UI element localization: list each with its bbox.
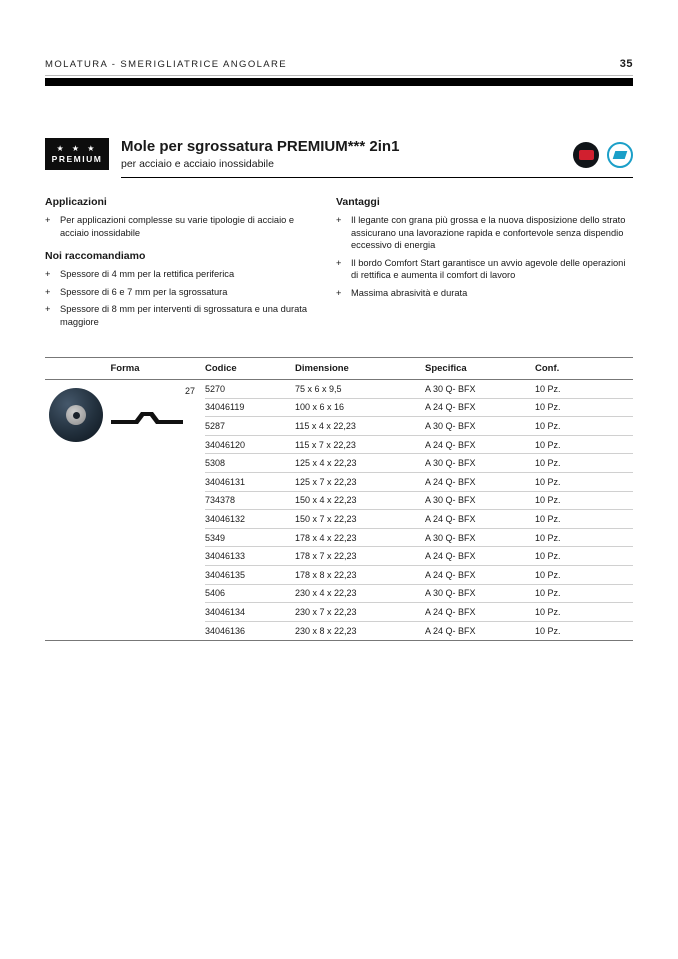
title-row — [121, 138, 633, 178]
disc-profile-drawing — [111, 408, 183, 428]
raccomandiamo-list — [45, 268, 320, 328]
inox-steel-icon — [607, 142, 633, 168]
bullet-marker: + — [45, 269, 51, 279]
cell-codice: 5270 — [205, 383, 226, 394]
bullet-text: Il bordo Comfort Start garantisce un avvio agevole delle operazioni di rettifica e aumenta il comfort di lavoro — [351, 257, 626, 280]
col-header-forma: Forma — [110, 363, 140, 374]
section-title-vantaggi: Vantaggi — [336, 196, 380, 208]
cell-specifica: A 30 Q- BFX — [425, 458, 476, 469]
right-column — [336, 196, 633, 333]
cell-specifica: A 30 Q- BFX — [425, 420, 476, 431]
bullet-text: Il legante con grana più grossa e la nuova disposizione dello strato assicurano una lavorazione rapida e confortevole senza dispendio eccessivo di energia — [351, 215, 626, 250]
bullet-marker: + — [336, 287, 342, 298]
col-header-dimensione: Dimensione — [295, 363, 349, 374]
cell-conf: 10 Pz. — [535, 513, 561, 524]
cell-conf: 10 Pz. — [535, 551, 561, 562]
breadcrumb: MOLATURA - SMERIGLIATRICE ANGOLARE — [45, 59, 288, 70]
table-header-row — [45, 357, 633, 380]
cell-conf: 10 Pz. — [535, 532, 561, 543]
cell-specifica: A 24 Q- BFX — [425, 513, 476, 524]
cell-dimensione: 178 x 4 x 22,23 — [295, 532, 357, 543]
table-row — [205, 547, 633, 566]
bullet-item — [45, 286, 320, 299]
header-icons — [573, 140, 633, 170]
table-row — [205, 566, 633, 585]
cell-codice: 5287 — [205, 420, 226, 431]
product-subtitle: per acciaio e acciaio inossidabile — [121, 158, 274, 170]
cell-dimensione: 150 x 7 x 22,23 — [295, 513, 357, 524]
cell-conf: 10 Pz. — [535, 420, 561, 431]
cell-conf: 10 Pz. — [535, 476, 561, 487]
cell-codice: 34046131 — [205, 476, 246, 487]
cell-dimensione: 230 x 8 x 22,23 — [295, 626, 357, 637]
cell-dimensione: 178 x 7 x 22,23 — [295, 551, 357, 562]
cell-conf: 10 Pz. — [535, 626, 561, 637]
table-row — [205, 417, 633, 436]
bullet-marker: + — [336, 215, 342, 225]
brand-logo-icon — [573, 142, 599, 168]
header-rule — [45, 75, 633, 76]
cell-conf: 10 Pz. — [535, 606, 561, 617]
product-header — [45, 138, 633, 178]
bullet-item — [336, 214, 633, 252]
forma-column — [45, 380, 205, 640]
table-body — [45, 380, 633, 641]
left-column — [45, 196, 320, 333]
cell-dimensione: 230 x 4 x 22,23 — [295, 588, 357, 599]
col-header-codice: Codice — [205, 363, 237, 374]
grinding-disc-photo — [49, 388, 103, 442]
inox-steel-glyph — [613, 151, 628, 159]
table-row — [205, 622, 633, 641]
cell-specifica: A 30 Q- BFX — [425, 588, 476, 599]
cell-codice: 34046132 — [205, 513, 246, 524]
cell-specifica: A 24 Q- BFX — [425, 551, 476, 562]
cell-codice: 734378 — [205, 495, 236, 506]
product-title: Mole per sgrossatura PREMIUM*** 2in1 — [121, 138, 400, 155]
cell-conf: 10 Pz. — [535, 588, 561, 599]
cell-specifica: A 30 Q- BFX — [425, 495, 476, 506]
section-title-raccomandiamo: Noi raccomandiamo — [45, 250, 146, 262]
bullet-item — [45, 268, 320, 281]
header-black-bar — [45, 78, 633, 86]
bullet-item — [45, 214, 320, 239]
table-row — [205, 492, 633, 511]
cell-conf: 10 Pz. — [535, 439, 561, 450]
cell-conf: 10 Pz. — [535, 402, 561, 413]
cell-codice: 34046119 — [205, 402, 245, 413]
cell-codice: 34046134 — [205, 606, 246, 617]
disc-hole — [73, 412, 80, 419]
bullet-item — [336, 257, 633, 282]
cell-dimensione: 125 x 7 x 22,23 — [295, 476, 357, 487]
page-header — [45, 0, 633, 70]
table-row — [205, 510, 633, 529]
text-sections — [45, 196, 633, 333]
bullet-item — [45, 303, 320, 328]
bullet-marker: + — [45, 304, 51, 314]
bullet-item — [336, 287, 633, 300]
page-number: 35 — [619, 58, 633, 70]
table-row — [205, 529, 633, 548]
cell-codice: 5406 — [205, 588, 226, 599]
cell-dimensione: 178 x 8 x 22,23 — [295, 569, 357, 580]
bullet-text: Spessore di 6 e 7 mm per la sgrossatura — [60, 286, 228, 297]
bullet-text: Massima abrasività e durata — [351, 287, 468, 298]
cell-dimensione: 150 x 4 x 22,23 — [295, 495, 357, 506]
cell-codice: 34046135 — [205, 569, 246, 580]
table-row — [205, 585, 633, 604]
bullet-text: Spessore di 4 mm per la rettifica periferica — [60, 269, 235, 279]
cell-codice: 34046133 — [205, 551, 246, 562]
table-row — [205, 380, 633, 399]
bullet-text: Per applicazioni complesse su varie tipologie di acciaio e acciaio inossidabile — [60, 215, 295, 238]
premium-badge-label: PREMIUM — [51, 154, 103, 164]
table-row — [205, 603, 633, 622]
cell-specifica: A 24 Q- BFX — [425, 402, 476, 413]
cell-codice: 34046120 — [205, 439, 246, 450]
brand-logo-glyph — [579, 150, 594, 160]
applicazioni-list — [45, 214, 320, 239]
table-row — [205, 454, 633, 473]
cell-dimensione: 100 x 6 x 16 — [295, 402, 345, 413]
disc-hub — [66, 405, 86, 425]
premium-badge — [45, 138, 109, 170]
title-block — [121, 138, 573, 170]
cell-codice: 34046136 — [205, 626, 246, 637]
cell-specifica: A 24 Q- BFX — [425, 606, 476, 617]
cell-dimensione: 125 x 4 x 22,23 — [295, 458, 357, 469]
bullet-marker: + — [45, 286, 51, 297]
forma-number: 27 — [184, 386, 195, 396]
premium-stars-icon: ★ ★ ★ — [56, 144, 98, 153]
table-row — [205, 473, 633, 492]
section-title-applicazioni: Applicazioni — [45, 196, 107, 208]
bullet-text: Spessore di 8 mm per interventi di sgrossatura e una durata maggiore — [60, 304, 308, 327]
cell-dimensione: 115 x 4 x 22,23 — [295, 420, 356, 431]
cell-dimensione: 115 x 7 x 22,23 — [295, 439, 356, 450]
cell-conf: 10 Pz. — [535, 383, 561, 394]
cell-conf: 10 Pz. — [535, 495, 561, 506]
cell-conf: 10 Pz. — [535, 458, 561, 469]
col-header-specifica: Specifica — [425, 363, 467, 374]
col-header-conf: Conf. — [535, 363, 560, 374]
cell-specifica: A 30 Q- BFX — [425, 532, 476, 543]
table-row — [205, 436, 633, 455]
cell-specifica: A 30 Q- BFX — [425, 383, 476, 394]
cell-specifica: A 24 Q- BFX — [425, 476, 476, 487]
cell-codice: 5308 — [205, 458, 226, 469]
cell-dimensione: 230 x 7 x 22,23 — [295, 606, 357, 617]
product-table — [45, 357, 633, 641]
table-row — [205, 399, 633, 418]
bullet-marker: + — [336, 257, 342, 268]
bullet-marker: + — [45, 215, 51, 225]
cell-codice: 5349 — [205, 532, 226, 543]
cell-specifica: A 24 Q- BFX — [425, 439, 476, 450]
cell-specifica: A 24 Q- BFX — [425, 626, 476, 637]
cell-conf: 10 Pz. — [535, 569, 561, 580]
cell-specifica: A 24 Q- BFX — [425, 569, 476, 580]
vantaggi-list — [336, 214, 633, 299]
cell-dimensione: 75 x 6 x 9,5 — [295, 383, 342, 394]
